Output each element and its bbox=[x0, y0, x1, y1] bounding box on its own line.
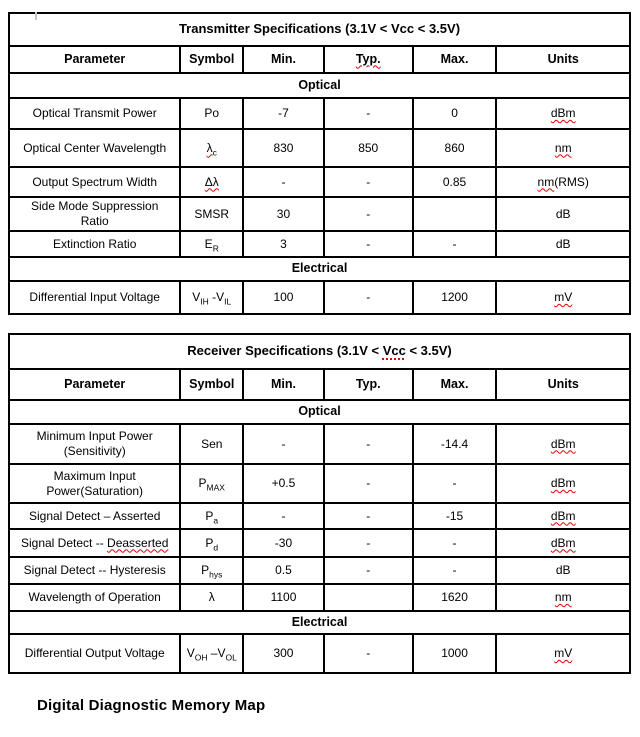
max-cell: -15 bbox=[413, 503, 497, 529]
section-label-electrical: Electrical bbox=[9, 257, 630, 281]
typ-cell: - bbox=[324, 503, 413, 529]
min-cell: 100 bbox=[243, 281, 324, 314]
symbol-cell: $E_R$ bbox=[180, 231, 243, 257]
units-cell: dB bbox=[496, 197, 630, 231]
min-cell: - bbox=[243, 503, 324, 529]
max-cell: 1620 bbox=[413, 584, 497, 611]
column-header-typ: Typ. bbox=[324, 46, 413, 73]
max-cell: - bbox=[413, 557, 497, 584]
max-cell: 1200 bbox=[413, 281, 497, 314]
units-cell: dBm bbox=[496, 529, 630, 557]
symbol-cell: $V_{IH}$ $-V_{IL}$ bbox=[180, 281, 243, 314]
section-label-optical: Optical bbox=[9, 400, 630, 424]
column-header-symbol: Symbol bbox=[180, 369, 243, 400]
column-header-min: Min. bbox=[243, 369, 324, 400]
min-cell: 300 bbox=[243, 634, 324, 673]
column-header-typ: Typ. bbox=[324, 369, 413, 400]
ruler-tick-artifact bbox=[35, 12, 37, 20]
table-row-minimum-input-power bbox=[9, 424, 630, 464]
max-cell: 860 bbox=[413, 129, 497, 167]
param-cell: Differential Output Voltage bbox=[9, 634, 180, 673]
units-cell: mV bbox=[496, 281, 630, 314]
units-cell: mV bbox=[496, 634, 630, 673]
units-cell: nm bbox=[496, 584, 630, 611]
section-label-optical: Optical bbox=[9, 73, 630, 98]
units-cell: dBm bbox=[496, 503, 630, 529]
min-cell: -30 bbox=[243, 529, 324, 557]
symbol-cell: SMSR bbox=[180, 197, 243, 231]
table-row-differential-output-voltage bbox=[9, 634, 630, 673]
param-cell: Side Mode Suppression Ratio bbox=[9, 197, 180, 231]
typ-cell: - bbox=[324, 557, 413, 584]
param-cell: Signal Detect – Asserted bbox=[9, 503, 180, 529]
column-header-units: Units bbox=[496, 369, 630, 400]
min-cell: +0.5 bbox=[243, 464, 324, 503]
param-cell: Optical Transmit Power bbox=[9, 98, 180, 129]
param-cell: Optical Center Wavelength bbox=[9, 129, 180, 167]
table-row-optical-center-wavelength bbox=[9, 129, 630, 167]
section-label-electrical: Electrical bbox=[9, 611, 630, 634]
typ-cell: - bbox=[324, 464, 413, 503]
max-cell: - bbox=[413, 529, 497, 557]
param-cell: Maximum Input Power(Saturation) bbox=[9, 464, 180, 503]
symbol-cell: $P_a$ bbox=[180, 503, 243, 529]
table-row-maximum-input-power bbox=[9, 464, 630, 503]
min-cell: 30 bbox=[243, 197, 324, 231]
max-cell: 0.85 bbox=[413, 167, 497, 197]
max-cell: - bbox=[413, 231, 497, 257]
receiver-title: Receiver Specifications (3.1V < Vcc < 3.5V) bbox=[9, 334, 630, 369]
symbol-cell: Δλ bbox=[180, 167, 243, 197]
column-header-parameter: Parameter bbox=[9, 46, 180, 73]
min-cell: 1100 bbox=[243, 584, 324, 611]
units-cell: dB bbox=[496, 231, 630, 257]
receiver-header-row bbox=[9, 369, 630, 400]
document-page bbox=[0, 12, 640, 737]
param-cell: Signal Detect -- Hysteresis bbox=[9, 557, 180, 584]
symbol-cell: Po bbox=[180, 98, 243, 129]
max-cell: - bbox=[413, 464, 497, 503]
units-cell: dBm bbox=[496, 98, 630, 129]
table-row-wavelength-of-operation bbox=[9, 584, 630, 611]
units-cell: nm bbox=[496, 129, 630, 167]
param-cell: Wavelength of Operation bbox=[9, 584, 180, 611]
symbol-cell: Sen bbox=[180, 424, 243, 464]
column-header-max: Max. bbox=[413, 46, 497, 73]
units-cell: dBm bbox=[496, 464, 630, 503]
max-cell: -14.4 bbox=[413, 424, 497, 464]
min-cell: -7 bbox=[243, 98, 324, 129]
min-cell: - bbox=[243, 424, 324, 464]
typ-cell: - bbox=[324, 231, 413, 257]
param-cell: Minimum Input Power (Sensitivity) bbox=[9, 424, 180, 464]
table-row-signal-detect-deasserted bbox=[9, 529, 630, 557]
column-header-units: Units bbox=[496, 46, 630, 73]
max-cell: 0 bbox=[413, 98, 497, 129]
units-cell: dBm bbox=[496, 424, 630, 464]
column-header-parameter: Parameter bbox=[9, 369, 180, 400]
symbol-cell: $V_{OH}$ $-V_{OL}$ bbox=[180, 634, 243, 673]
typ-cell: 850 bbox=[324, 129, 413, 167]
column-header-min: Min. bbox=[243, 46, 324, 73]
typ-cell: - bbox=[324, 98, 413, 129]
column-header-symbol: Symbol bbox=[180, 46, 243, 73]
transmitter-title-row bbox=[9, 13, 630, 46]
max-cell bbox=[413, 197, 497, 231]
typ-cell: - bbox=[324, 424, 413, 464]
param-cell: Output Spectrum Width bbox=[9, 167, 180, 197]
table-row-signal-detect-asserted bbox=[9, 503, 630, 529]
table-row-side-mode-suppression-ratio bbox=[9, 197, 630, 231]
table-row-output-spectrum-width bbox=[9, 167, 630, 197]
typ-cell: - bbox=[324, 281, 413, 314]
transmitter-title: Transmitter Specifications (3.1V < Vcc < 3.5V) bbox=[9, 13, 630, 46]
typ-cell: - bbox=[324, 529, 413, 557]
param-cell: Differential Input Voltage bbox=[9, 281, 180, 314]
symbol-cell: $P_d$ bbox=[180, 529, 243, 557]
units-cell: dB bbox=[496, 557, 630, 584]
units-cell: nm(RMS) bbox=[496, 167, 630, 197]
min-cell: - bbox=[243, 167, 324, 197]
symbol-cell: $P_{MAX}$ bbox=[180, 464, 243, 503]
param-cell: Signal Detect -- Deasserted bbox=[9, 529, 180, 557]
table-row-differential-input-voltage bbox=[9, 281, 630, 314]
typ-cell: - bbox=[324, 167, 413, 197]
max-cell: 1000 bbox=[413, 634, 497, 673]
receiver-title-row bbox=[9, 334, 630, 369]
min-cell: 3 bbox=[243, 231, 324, 257]
typ-cell bbox=[324, 584, 413, 611]
table-row-signal-detect-hysteresis bbox=[9, 557, 630, 584]
typ-cell: - bbox=[324, 197, 413, 231]
transmitter-header-row bbox=[9, 46, 630, 73]
min-cell: 830 bbox=[243, 129, 324, 167]
section-row-electrical bbox=[9, 611, 630, 634]
column-header-max: Max. bbox=[413, 369, 497, 400]
section-row-electrical bbox=[9, 257, 630, 281]
min-cell: 0.5 bbox=[243, 557, 324, 584]
receiver-spec-table bbox=[8, 333, 631, 674]
symbol-cell: $\lambda_c$ bbox=[180, 129, 243, 167]
section-row-optical bbox=[9, 400, 630, 424]
table-row-optical-transmit-power bbox=[9, 98, 630, 129]
page-heading-digital-diagnostic-memory-map: Digital Diagnostic Memory Map bbox=[37, 697, 266, 714]
transmitter-spec-table bbox=[8, 12, 631, 315]
symbol-cell: $P_{hys}$ bbox=[180, 557, 243, 584]
param-cell: Extinction Ratio bbox=[9, 231, 180, 257]
section-row-optical bbox=[9, 73, 630, 98]
typ-cell: - bbox=[324, 634, 413, 673]
table-row-extinction-ratio bbox=[9, 231, 630, 257]
symbol-cell: λ bbox=[180, 584, 243, 611]
